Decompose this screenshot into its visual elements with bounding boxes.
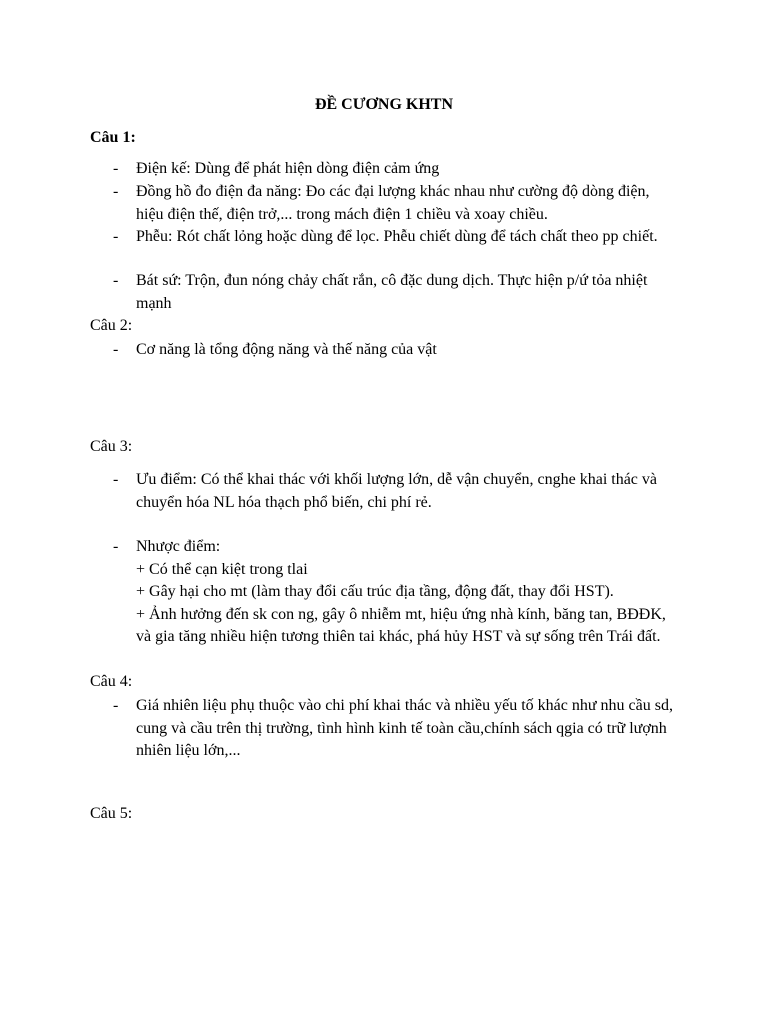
- list-item: [113, 469, 673, 514]
- question-2-label: Câu 2:: [90, 317, 133, 334]
- question-5-label: Câu 5:: [90, 805, 133, 822]
- disadvantage-heading: Nhược điểm:: [136, 538, 221, 555]
- list-item-text: Phễu: Rót chất lỏng hoặc dùng để lọc. Phễu chiết dùng để tách chất theo pp chiết.: [136, 228, 658, 245]
- bullet-dash: -: [113, 471, 119, 488]
- bullet-dash: -: [113, 228, 119, 245]
- bullet-dash: -: [113, 160, 119, 177]
- question-4-label: Câu 4:: [90, 673, 133, 690]
- question-3-label: Câu 3:: [90, 438, 133, 455]
- bullet-dash: -: [113, 183, 119, 200]
- list-item: [113, 158, 673, 181]
- disadvantage-item: + Gây hại cho mt (làm thay đổi cấu trúc địa tầng, động đất, thay đổi HST).: [136, 583, 614, 600]
- list-item-text: Bát sứ: Trộn, đun nóng chảy chất rắn, cô đặc dung dịch. Thực hiện p/ứ tỏa nhiệt mạnh: [136, 272, 648, 312]
- bullet-dash: -: [113, 272, 119, 289]
- list-item-text: Cơ năng là tổng động năng và thế năng của vật: [136, 341, 437, 358]
- disadvantage-item: + Có thể cạn kiệt trong tlai: [136, 560, 308, 578]
- list-item-text: Đồng hồ đo điện đa năng: Đo các đại lượng khác nhau như cường độ dòng điện, hiệu điện thế, điện trở,... trong mách điện 1 chiều và xoay chiều.: [136, 183, 650, 223]
- list-item-text: Giá nhiên liệu phụ thuộc vào chi phí khai thác và nhiều yếu tố khác như nhu cầu sd, cung và cầu trên thị trường, tình hình kinh tế toàn cầu,chính sách qgia có trữ lượnh nhiên liệu lớn,...: [136, 697, 673, 759]
- list-item: [113, 536, 673, 649]
- question-1-label: Câu 1:: [90, 129, 136, 146]
- list-item-text: Điện kế: Dùng để phát hiện dòng điện cảm ứng: [136, 160, 440, 177]
- list-item: [113, 339, 673, 362]
- list-item: [113, 226, 673, 249]
- document-title: ĐỀ CƯƠNG KHTN: [314, 96, 454, 113]
- bullet-dash: -: [113, 538, 119, 555]
- list-item: [113, 181, 673, 226]
- bullet-dash: -: [113, 697, 119, 714]
- disadvantage-item: + Ảnh hưởng đến sk con ng, gây ô nhiễm mt, hiệu ứng nhà kính, băng tan, BĐĐK, và gia tăng nhiều hiện tương thiên tai khác, phá hủy HST và sự sống trên Trái đất.: [136, 605, 666, 645]
- list-item: [113, 695, 673, 763]
- bullet-dash: -: [113, 341, 119, 358]
- disadvantage-block: [136, 536, 673, 649]
- list-item-text: Ưu điểm: Có thể khai thác với khối lượng lớn, dễ vận chuyển, cnghe khai thác và chuyển hóa NL hóa thạch phổ biến, chi phí rẻ.: [136, 471, 658, 511]
- list-item: [113, 270, 673, 315]
